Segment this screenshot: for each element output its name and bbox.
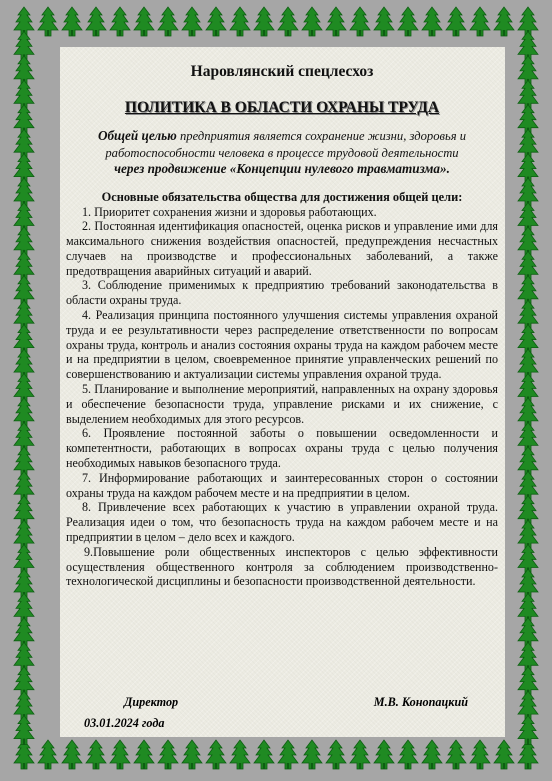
fir-tree-icon (470, 7, 490, 36)
fir-tree-icon (374, 740, 394, 769)
fir-tree-icon (110, 740, 130, 769)
fir-tree-icon (14, 716, 34, 745)
fir-tree-icon (134, 740, 154, 769)
fir-tree-icon (38, 7, 58, 36)
obligation-item: 3. Соблюдение применимых к предприятию требований законодательства в области охраны труда. (66, 278, 498, 308)
signer-role: Директор (124, 695, 179, 709)
fir-tree-icon (182, 740, 202, 769)
fir-tree-icon (62, 740, 82, 769)
fir-tree-icon (446, 740, 466, 769)
obligation-item: 6. Проявление постоянной заботы о повышении осведомленности и компетентности, работающих в вопросах охраны труда с целью получения необходимых навыков безопасного труда. (66, 426, 498, 471)
fir-tree-icon (206, 740, 226, 769)
fir-tree-icon (206, 7, 226, 36)
fir-tree-icon (38, 740, 58, 769)
signature-block (66, 695, 498, 735)
fir-tree-icon (374, 7, 394, 36)
obligation-item: 9.Повышение роли общественных инспекторов с целью эффективности осуществления общественного контроля за соблюдением производственно-технологической дисциплины и безопасности производственной деятельности. (66, 544, 498, 589)
fir-tree-icon (134, 7, 154, 36)
fir-tree-icon (158, 7, 178, 36)
fir-tree-icon (446, 7, 466, 36)
fir-tree-icon (62, 7, 82, 36)
document-content (66, 62, 498, 589)
aim-lead: Общей целью (97, 128, 177, 143)
obligations-list (66, 205, 498, 590)
aim-text: предприятия является сохранение жизни, здоровья и работоспособности человека в процессе трудовой деятельности (105, 129, 467, 160)
obligation-item: 7. Информирование работающих и заинтересованных сторон о состоянии охраны труда на каждом рабочем месте и на предприятии в целом. (66, 470, 498, 500)
fir-tree-icon (350, 740, 370, 769)
fir-tree-icon (182, 7, 202, 36)
fir-tree-icon (326, 7, 346, 36)
fir-tree-icon (470, 740, 490, 769)
fir-tree-icon (278, 740, 298, 769)
organization-name: Наровлянский спецлесхоз (190, 63, 374, 80)
fir-tree-icon (326, 740, 346, 769)
fir-tree-icon (86, 740, 106, 769)
fir-tree-icon (518, 716, 538, 745)
fir-tree-icon (110, 7, 130, 36)
fir-tree-icon (254, 7, 274, 36)
fir-tree-icon (278, 7, 298, 36)
fir-tree-icon (230, 7, 250, 36)
fir-tree-icon (302, 7, 322, 36)
obligation-item: 4. Реализация принципа постоянного улучшения системы управления охраной труда и ее результативности через распределение ответственности по вопросам охраны труда, контроль и анализ состояния охраны труда на каждом рабочем месте и на предприятии в целом, своевременное принятие управленческих решений по совершенствованию и актуализации системы управления охраной труда. (66, 308, 498, 382)
fir-tree-icon (398, 7, 418, 36)
fir-tree-icon (422, 7, 442, 36)
fir-tree-icon (158, 740, 178, 769)
fir-tree-icon (254, 740, 274, 769)
obligation-item: 1. Приоритет сохранения жизни и здоровья работающих. (82, 204, 377, 219)
fir-tree-icon (422, 740, 442, 769)
obligation-item: 8. Привлечение всех работающих к участию в управлении охраной труда. Реализация идеи о том, что безопасность труда на каждом рабочем месте и на предприятии в целом – дело всех и каждого. (66, 500, 498, 545)
obligation-item: 5. Планирование и выполнение мероприятий, направленных на охрану здоровья и обеспечение безопасности труда, управление рисками и их снижение, с выделением необходимых для этого ресурсов. (66, 382, 498, 426)
fir-tree-icon (494, 7, 514, 36)
fir-tree-icon (494, 740, 514, 769)
obligation-item: 2. Постоянная идентификация опасностей, оценка рисков и управление ими для максимального снижения воздействия опасностей, предупреждения несчастных случаев на производстве и профессиональных заболеваний, а также предотвращения аварийных ситуаций и аварий. (66, 219, 498, 278)
fir-tree-icon (302, 740, 322, 769)
policy-title: ПОЛИТИКА В ОБЛАСТИ ОХРАНЫ ТРУДА (124, 99, 440, 116)
general-aim (66, 128, 498, 178)
signer-name: М.В. Конопацкий (373, 695, 468, 709)
fir-tree-icon (86, 7, 106, 36)
fir-tree-icon (230, 740, 250, 769)
fir-tree-icon (350, 7, 370, 36)
aim-concept: через продвижение «Концепции нулевого травматизма». (114, 161, 450, 176)
signature-date: 03.01.2024 года (84, 716, 165, 730)
obligations-title: Основные обязательства общества для достижения общей цели: (101, 189, 463, 204)
fir-tree-icon (398, 740, 418, 769)
